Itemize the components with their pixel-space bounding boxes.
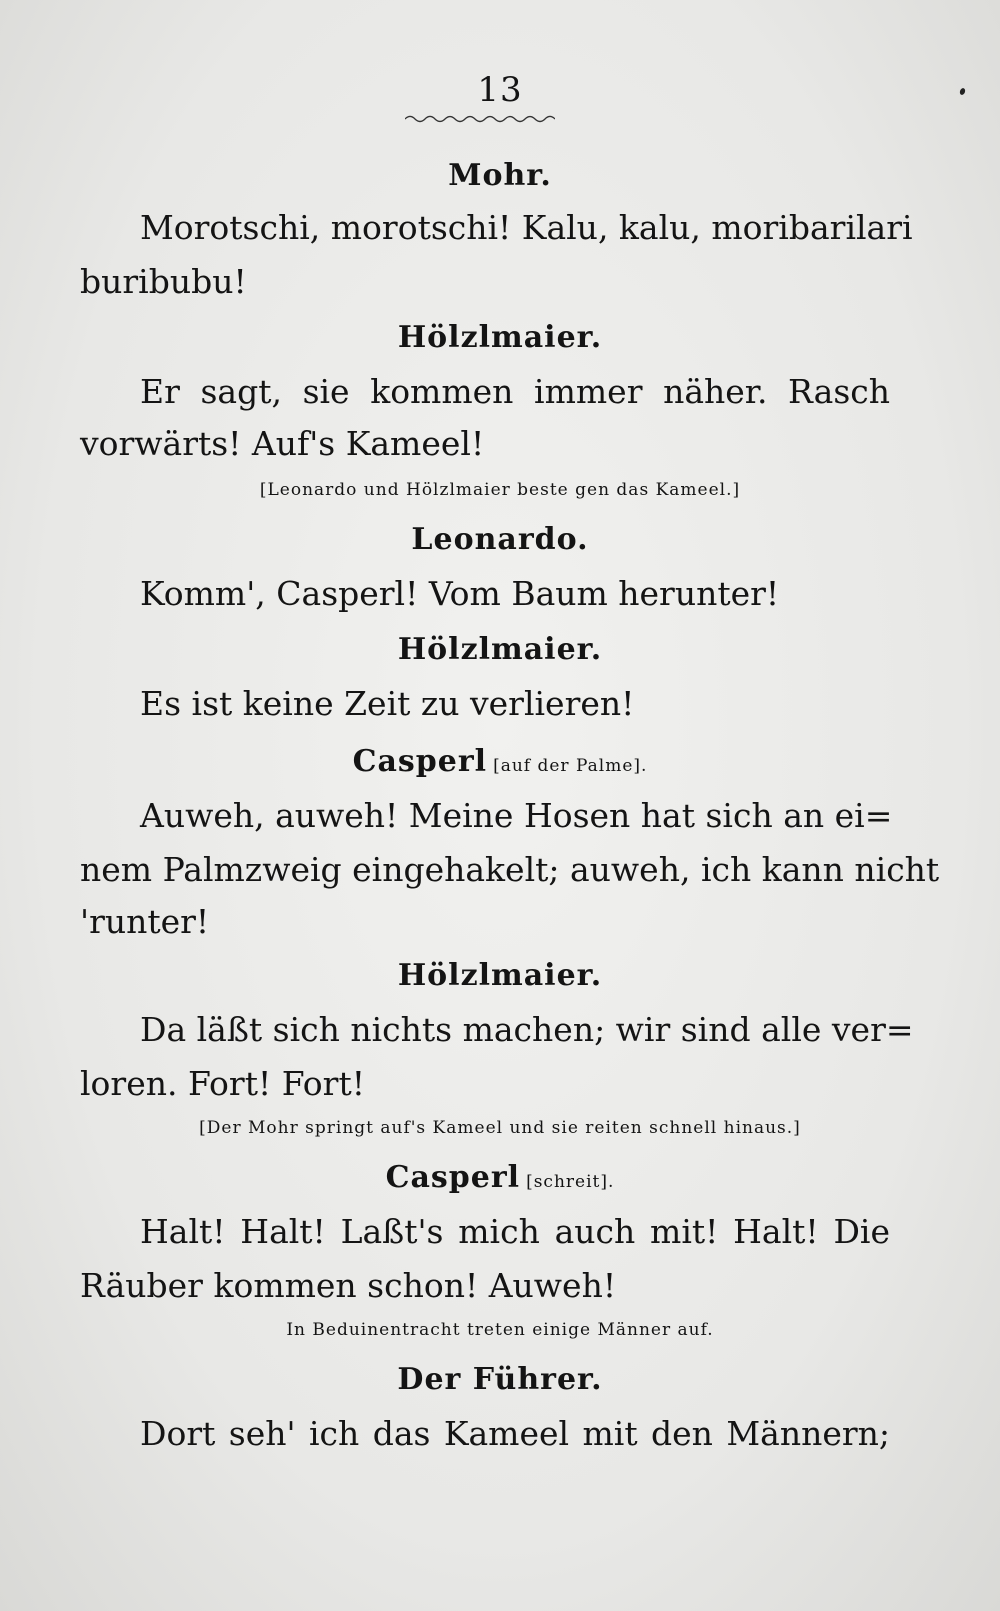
dialogue-line: Auweh, auweh! Meine Hosen hat sich an ei= [140, 796, 893, 835]
speaker-name: Casperl [352, 744, 488, 779]
speaker-heading [0, 1160, 1000, 1195]
speaker-note: [schreit]. [526, 1172, 615, 1192]
dialogue-line: Morotschi, morotschi! Kalu, kalu, moribarilari [140, 208, 913, 247]
dialogue-line: Dort seh' ich das Kameel mit den Männern; [140, 1414, 890, 1453]
speaker-heading: Hölzlmaier. [397, 320, 603, 355]
dialogue-line: Da läßt sich nichts machen; wir sind alle ver= [140, 1010, 914, 1049]
stage-direction: [Der Mohr springt auf's Kameel und sie reiten schnell hinaus.] [199, 1118, 801, 1138]
dialogue-line: Er sagt, sie kommen immer näher. Rasch [140, 372, 890, 411]
speaker-heading [0, 744, 1000, 779]
dialogue-line: buribubu! [80, 262, 247, 301]
dialogue-line: vorwärts! Auf's Kameel! [80, 424, 485, 463]
dialogue-line: nem Palmzweig eingehakelt; auweh, ich kann nicht [80, 850, 940, 889]
dialogue-line: 'runter! [80, 902, 210, 941]
dialogue-line: Räuber kommen schon! Auweh! [80, 1266, 617, 1305]
speaker-heading: Hölzlmaier. [397, 632, 603, 667]
speaker-heading: Der Führer. [397, 1362, 603, 1397]
speaker-heading: Mohr. [448, 158, 552, 193]
speaker-heading: Leonardo. [411, 522, 589, 557]
wavy-rule-ornament [405, 112, 555, 126]
speaker-heading: Hölzlmaier. [397, 958, 603, 993]
stage-direction: In Beduinentracht treten einige Männer auf. [286, 1320, 714, 1340]
speaker-note: [auf der Palme]. [493, 756, 648, 776]
dialogue-line: Komm', Casperl! Vom Baum herunter! [140, 574, 780, 613]
dialogue-line: Es ist keine Zeit zu verlieren! [140, 684, 635, 723]
speaker-name: Casperl [385, 1160, 521, 1195]
stage-direction: [Leonardo und Hölzlmaier beste gen das Kameel.] [259, 480, 741, 500]
page-number: 13 [477, 70, 523, 110]
dialogue-line: Halt! Halt! Laßt's mich auch mit! Halt! Die [140, 1212, 890, 1251]
dialogue-line: loren. Fort! Fort! [80, 1064, 365, 1103]
